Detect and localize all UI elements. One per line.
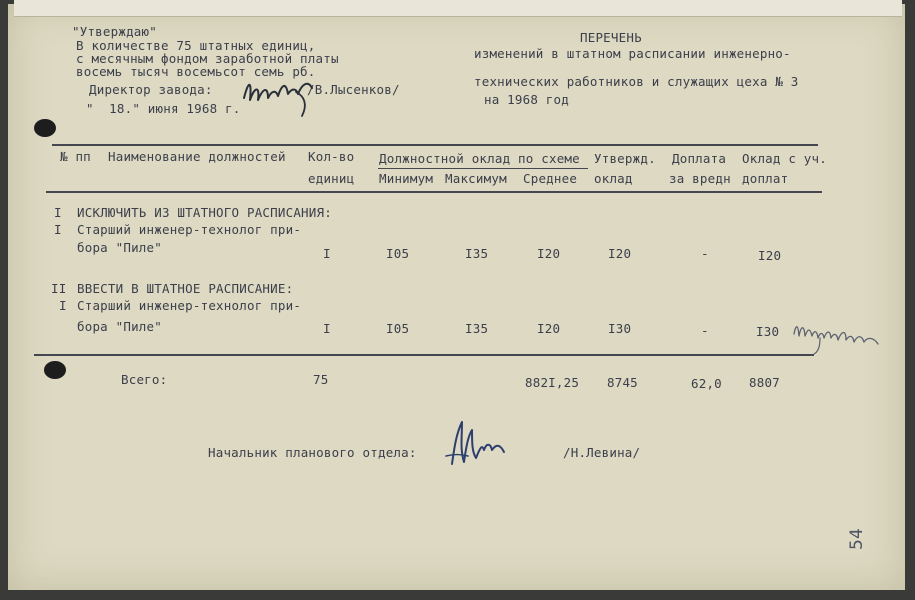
table-bottom-rule xyxy=(34,354,814,356)
approval-line-4: восемь тысяч восемьсот семь рб. xyxy=(76,64,316,79)
row-1-approved: I20 xyxy=(608,246,632,261)
col-quantity-2: единиц xyxy=(308,171,355,186)
row-2-approved: I30 xyxy=(608,321,632,336)
heading-line-3: на 1968 год xyxy=(484,92,569,107)
totals-label: Всего: xyxy=(121,372,168,387)
section-1-number: I xyxy=(54,205,62,220)
section-2-title: ВВЕСТИ В ШТАТНОЕ РАСПИСАНИЕ: xyxy=(77,281,294,296)
totals-approved: 8745 xyxy=(607,375,638,390)
row-1-minimum: I05 xyxy=(386,246,410,261)
approval-line-3: с месячным фондом заработной платы xyxy=(76,51,339,66)
heading-line-1: изменений в штатном расписании инженерно- xyxy=(474,46,791,61)
col-maximum: Максимум xyxy=(445,171,507,186)
row-2-quantity: I xyxy=(323,321,331,336)
row-1-maximum: I35 xyxy=(465,246,489,261)
director-signature xyxy=(238,70,328,120)
punch-hole-bottom xyxy=(44,361,66,379)
row-1-name-1: Старший инженер-технолог при- xyxy=(77,222,302,237)
totals-quantity: 75 xyxy=(313,372,329,387)
totals-total: 8807 xyxy=(749,375,780,390)
section-2-number: II xyxy=(51,281,67,296)
top-page-edge xyxy=(14,0,902,17)
col-quantity-1: Кол-во xyxy=(308,149,355,164)
director-name: /В.Лысенков/ xyxy=(307,82,400,97)
row-1-extra: - xyxy=(701,246,709,261)
header-subrule xyxy=(378,168,588,169)
row-2-name-2: бора "Пиле" xyxy=(77,319,162,334)
col-average: Среднее xyxy=(523,171,578,186)
row-2-minimum: I05 xyxy=(386,321,410,336)
row-1-name-2: бора "Пиле" xyxy=(77,240,162,255)
row-1-quantity: I xyxy=(323,246,331,261)
page-number: 54 xyxy=(847,527,868,551)
planning-head-name: /Н.Левина/ xyxy=(563,445,641,460)
section-1-title: ИСКЛЮЧИТЬ ИЗ ШТАТНОГО РАСПИСАНИЯ: xyxy=(77,205,332,220)
col-total-1: Оклад с уч. xyxy=(742,151,827,166)
row-2-average: I20 xyxy=(537,321,561,336)
approval-date: " 18." июня 1968 г. xyxy=(86,101,241,116)
punch-hole-top xyxy=(34,119,56,137)
col-salary-scheme: Должностной оклад по схеме xyxy=(379,151,580,166)
planning-head-label: Начальник планового отдела: xyxy=(208,445,417,460)
col-approved-2: оклад xyxy=(594,171,633,186)
totals-extra: 62,0 xyxy=(691,376,722,391)
approval-line-2: В количестве 75 штатных единиц, xyxy=(76,38,316,53)
document-title: ПЕРЕЧЕНЬ xyxy=(580,30,642,45)
row-2-name-1: Старший инженер-технолог при- xyxy=(77,298,302,313)
row-2-number: I xyxy=(59,298,67,313)
col-extra-2: за вредн xyxy=(669,171,731,186)
col-total-2: доплат xyxy=(742,171,789,186)
col-number: № пп xyxy=(60,149,91,164)
planning-head-signature xyxy=(440,414,520,474)
col-approved-1: Утвержд. xyxy=(594,151,656,166)
handwritten-annotation xyxy=(790,316,890,356)
col-extra-1: Доплата xyxy=(672,151,727,166)
col-name: Наименование должностей xyxy=(108,149,286,164)
row-1-average: I20 xyxy=(537,246,561,261)
row-2-extra: - xyxy=(701,323,709,338)
heading-line-2: технических работников и служащих цеха № 3 xyxy=(474,74,799,89)
row-1-total: I20 xyxy=(758,248,782,263)
director-label: Директор завода: xyxy=(89,82,213,97)
header-bottom-rule xyxy=(46,191,822,193)
table-top-rule xyxy=(52,144,818,146)
row-2-maximum: I35 xyxy=(465,321,489,336)
approval-line-1: "Утверждаю" xyxy=(72,24,157,39)
col-minimum: Минимум xyxy=(379,171,434,186)
totals-average: 882I,25 xyxy=(525,375,580,390)
row-1-number: I xyxy=(54,222,62,237)
row-2-total: I30 xyxy=(756,324,780,339)
